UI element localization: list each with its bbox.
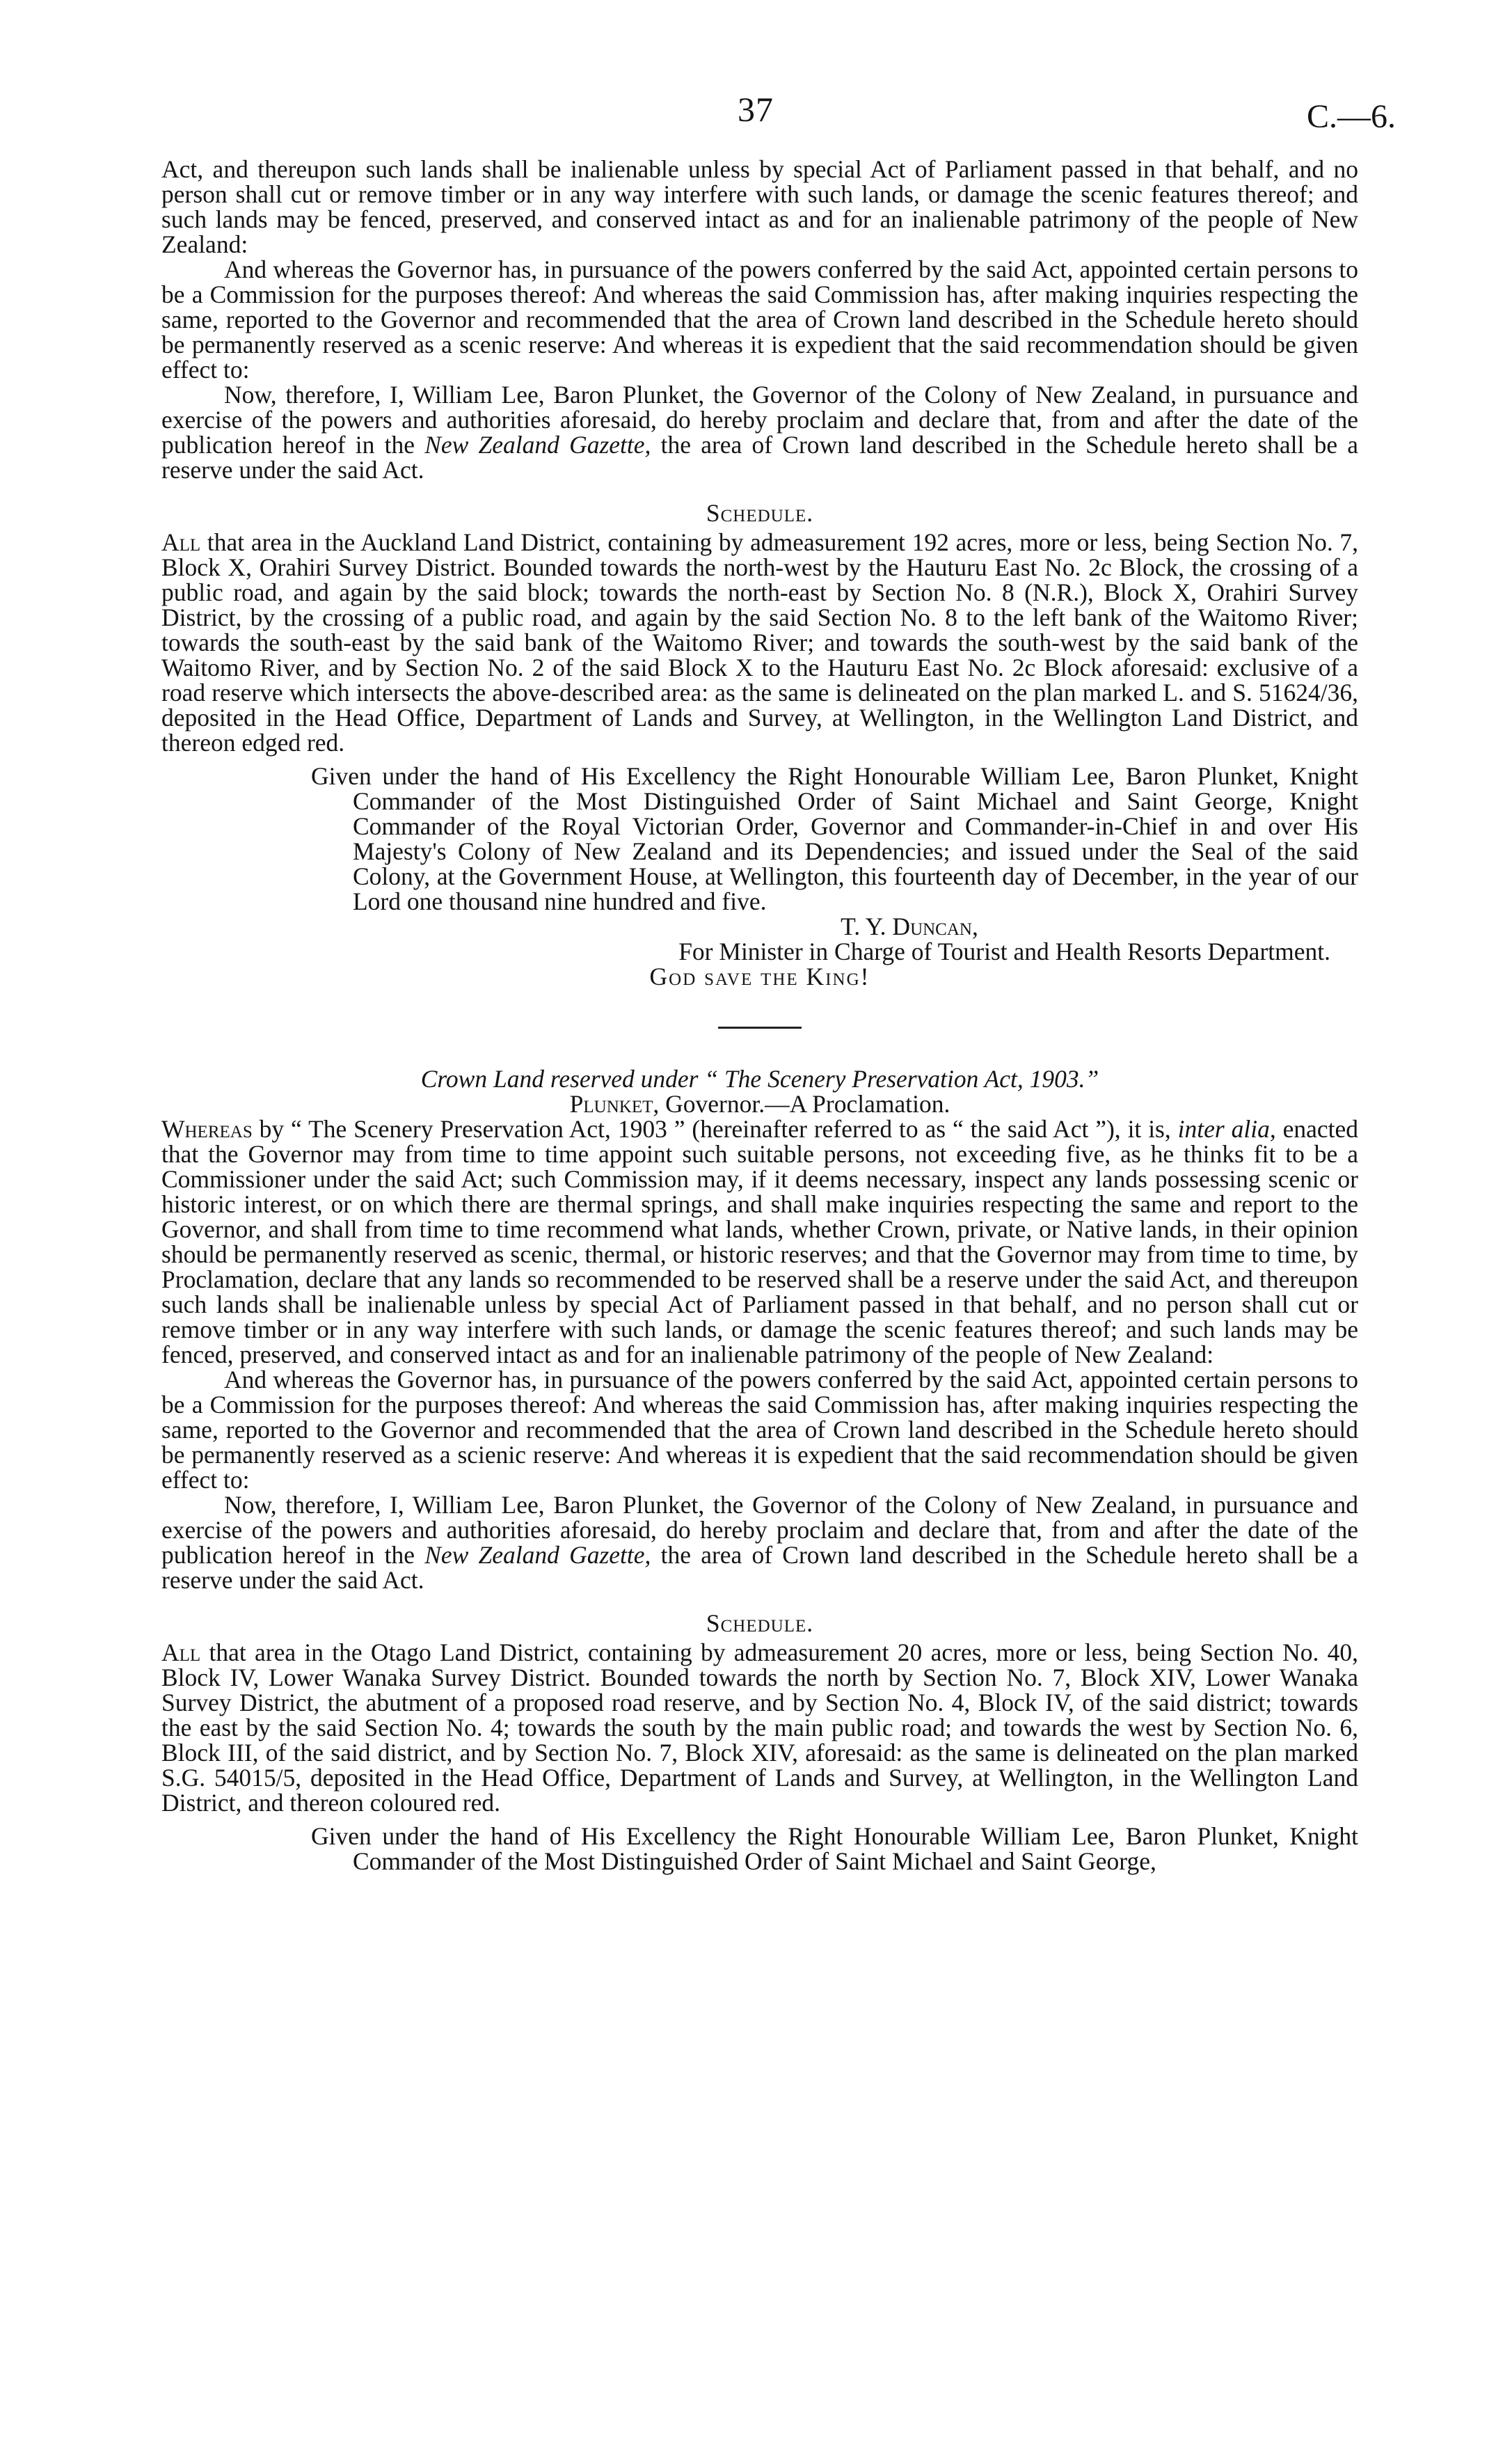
signer-name: T. Y. Duncan, — [841, 912, 978, 940]
schedule-description — [161, 530, 1358, 755]
section-divider — [718, 1027, 802, 1029]
paragraph-continuation: Act, and thereupon such lands shall be inalienable unless by special Act of Parliament passed in that behalf, and no person shall cut or remove timber or in any way interfere with such lands, or damage the scenic features thereof; and such lands may be fenced, preserved, and conserved intact as and for an inalienable patrimony of the people of New Zealand: — [161, 155, 1358, 258]
gazette-name-2: New Zealand Gazette, — [424, 1541, 651, 1569]
now-text-end: the area of Crown land described in the Schedule hereto shall be a reserve under the said Act. — [161, 431, 1359, 484]
given-under-hand-2: Given under the hand of His Excellency the Right Honourable William Lee, Baron Plunket, Knight Commander of the Most Distinguished Order of Saint Michael and Saint George, — [311, 1822, 1358, 1875]
schedule-heading-2: Schedule. — [706, 1609, 814, 1637]
schedule-lead-word: All — [161, 528, 201, 556]
schedule-text-2: that area in the Otago Land District, containing by admeasurement 20 acres, more or less, being Section No. 40, Block IV, Lower Wanaka Survey District. Bounded towards the north by Section No. 7, Block XIV, Lower Wanaka Survey District, the abutment of a proposed road reserve, and by Section No. 4, Block IV, of the said district; towards the east by the said Section No. 4; towards the south by the main public road; and towards the west by Section No. 6, Block III, of the said district, and by Section No. 7, Block XIV, aforesaid: as the same is delineated on the plan marked S.G. 54015/5, deposited in the Head Office, Department of Lands and Survey, at Wellington, in the Wellington Land District, and thereon coloured red. — [161, 1638, 1359, 1817]
whereas-lead-word: Whereas — [161, 1115, 253, 1143]
page-number: 37 — [738, 90, 774, 129]
paragraph-now-therefore — [161, 382, 1358, 482]
paragraph-whereas: And whereas the Governor has, in pursuance of the powers conferred by the said Act, appointed certain persons to be a Commission for the purposes thereof: And whereas the said Commission has, after making inquiries respecting the same, reported to the Governor and recommended that the area of Crown land described in the Schedule hereto should be permanently reserved as a scenic reserve: And whereas it is expedient that the said recommendation should be given effect to: — [161, 255, 1358, 384]
schedule-heading: Schedule. — [706, 499, 814, 527]
schedule-description-2 — [161, 1640, 1358, 1815]
series-code: C.—6. — [1307, 98, 1396, 135]
document-body — [161, 157, 1358, 1874]
now-text-end-2: the area of Crown land described in the Schedule hereto shall be a reserve under the said Act. — [161, 1541, 1359, 1594]
now-text-start-2: Now, therefore, I, William Lee, Baron Plunket, the Governor of the Colony of New Zealand, in pursuance and exercise of the powers and authorities aforesaid, do hereby proclaim and declare that, from and after the date of the publication hereof in the — [161, 1491, 1358, 1569]
proclamation-subtitle: Governor.—A Proclamation. — [665, 1090, 950, 1118]
proclamation-title: Crown Land reserved under “ The Scenery Preservation Act, 1903.” — [420, 1065, 1099, 1093]
given-under-hand: Given under the hand of His Excellency the Right Honourable William Lee, Baron Plunket, Knight Commander of the Most Distinguished Order of Saint Michael and Saint George, Knight Commander of the Royal Victorian Order, Governor and Commander-in-Chief in and over His Majesty's Colony of New Zealand and its Dependencies; and issued under the Seal of the said Colony, at the Government House, at Wellington, this fourteenth day of December, in the year of our Lord one thousand nine hundred and five. — [311, 762, 1358, 915]
god-save-the-king: God save the King! — [649, 963, 870, 990]
paragraph-now-therefore-2 — [161, 1492, 1358, 1592]
whereas-text-part1: by “ The Scenery Preservation Act, 1903 ” (hereinafter referred to as “ the said Act ”), it is, — [259, 1115, 1171, 1143]
schedule-lead-word-2: All — [161, 1638, 201, 1666]
paragraph-whereas-2: And whereas the Governor has, in pursuance of the powers conferred by the said Act, appointed certain persons to be a Commission for the purposes thereof: And whereas the said Commission has, after making inquiries respecting the same, reported to the Governor and recommended that the area of Crown land described in the Schedule hereto should be permanently reserved as a scienic reserve: And whereas it is expedient that the said recommendation should be given effect to: — [161, 1366, 1358, 1494]
proclamation-heading — [161, 1091, 1358, 1116]
whereas-text-part2: enacted that the Governor may from time to time appoint such suitable persons, not exceeding five, as he thinks fit to be a Commissioner under the said Act; such Commission may, if it deems necessary, inspect any lands possessing scenic or historic interest, or on which there are thermal springs, and shall make inquiries respecting the same and report to the Governor, and shall from time to time recommend what lands, whether Crown, private, or Native lands, in their opinion should be permanently reserved as scenic, thermal, or historic reserves; and that the Governor may from time to time, by Proclamation, declare that any lands so recommended to be reserved shall be a reserve under the said Act, and thereupon such lands shall be inalienable unless by special Act of Parliament passed in that behalf, and no person shall cut or remove timber or in any way interfere with such lands, or damage the scenic features thereof; and such lands may be fenced, preserved, and conserved intact as and for an inalienable patrimony of the people of New Zealand: — [161, 1115, 1359, 1368]
schedule-text: that area in the Auckland Land District, containing by admeasurement 192 acres, more or less, being Section No. 7, Block X, Orahiri Survey District. Bounded towards the north-west by the Hauturu East No. 2c Block, the crossing of a public road, and again by the said block; towards the north-east by Section No. 8 (N.R.), Block X, Orahiri Survey District, by the crossing of a public road, and again by the said Section No. 8 to the left bank of the Waitomo River; towards the south-east by the said bank of the Waitomo River; and towards the south-west by the said bank of the Waitomo River, and by Section No. 2 of the said Block X to the Hauturu East No. 2c Block aforesaid: exclusive of a road reserve which intersects the above-described area: as the same is delineated on the plan marked L. and S. 51624/36, deposited in the Head Office, Department of Lands and Survey, at Wellington, in the Wellington Land District, and thereon edged red. — [161, 528, 1359, 757]
signer-role: For Minister in Charge of Tourist and Health Resorts Department. — [678, 938, 1330, 965]
governor-name: Plunket, — [569, 1090, 660, 1118]
inter-alia: inter alia, — [1177, 1115, 1276, 1143]
now-text-start: Now, therefore, I, William Lee, Baron Plunket, the Governor of the Colony of New Zealand, in pursuance and exercise of the powers and authorities aforesaid, do hereby proclaim and declare that, from and after the date of the publication hereof in the — [161, 381, 1358, 459]
paragraph-whereas-act — [161, 1116, 1358, 1367]
gazette-name: New Zealand Gazette, — [424, 431, 651, 459]
